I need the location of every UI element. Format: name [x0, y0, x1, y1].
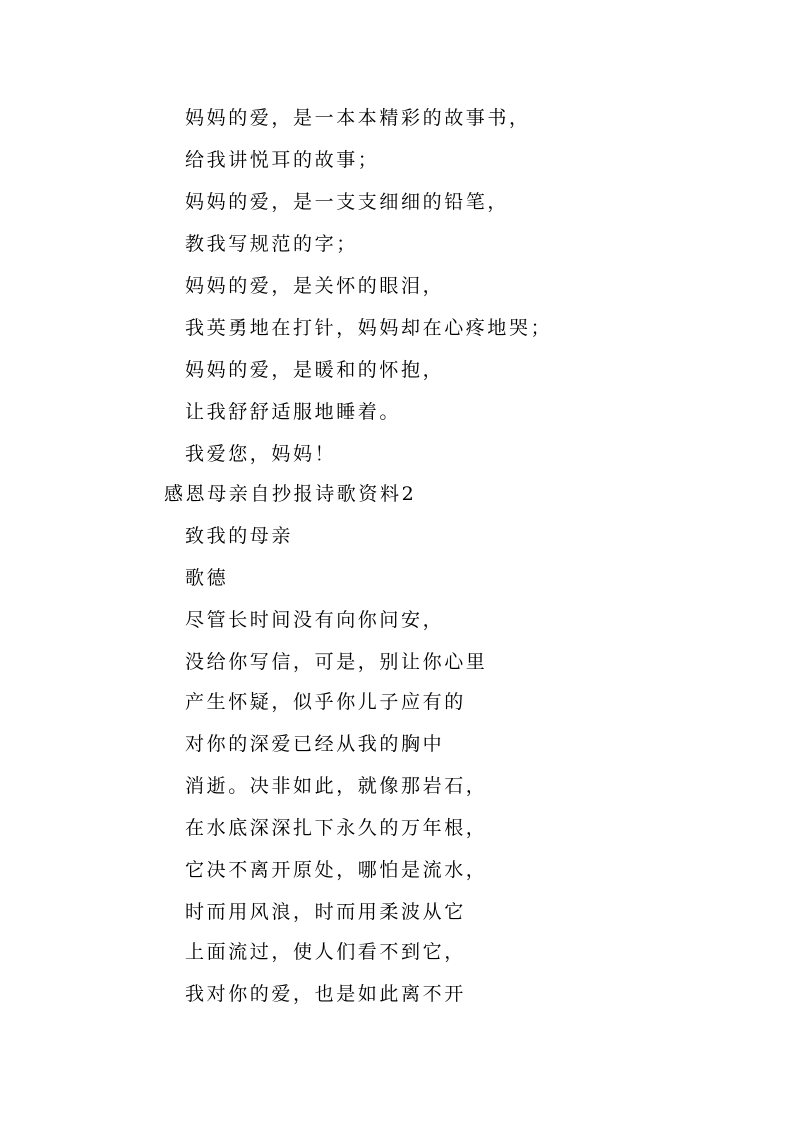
- poem-line: 它决不离开原处，哪怕是流水，: [185, 859, 488, 881]
- poem-line: 我对你的爱，也是如此离不开: [185, 983, 466, 1005]
- poem-line: 妈妈的爱，是一支支细细的铅笔，: [185, 191, 510, 213]
- poem-line: 妈妈的爱，是关怀的眼泪，: [185, 275, 445, 297]
- poem-line: 让我舒舒适服地睡着。: [185, 401, 402, 423]
- poem-line: 妈妈的爱，是暖和的怀抱，: [185, 359, 445, 381]
- poem-line: 教我写规范的字；: [185, 233, 358, 255]
- poem-line: 没给你写信，可是，别让你心里: [185, 651, 488, 673]
- poem-line: 时而用风浪，时而用柔波从它: [185, 901, 466, 923]
- poem-line: 我爱您，妈妈！: [185, 443, 337, 465]
- poem-line: 在水底深深扎下永久的万年根，: [185, 817, 488, 839]
- poem-line: 上面流过，使人们看不到它，: [185, 941, 466, 963]
- poem-line: 消逝。决非如此，就像那岩石，: [185, 775, 488, 797]
- section-heading: 感恩母亲自抄报诗歌资料2: [164, 483, 417, 505]
- poem-author: 歌德: [185, 567, 229, 589]
- poem-line: 给我讲悦耳的故事；: [185, 149, 380, 171]
- poem-line: 产生怀疑，似乎你儿子应有的: [185, 691, 466, 713]
- poem-line: 对你的深爱已经从我的胸中: [185, 733, 445, 755]
- poem-line: 尽管长时间没有向你问安，: [185, 609, 445, 631]
- poem-line: 妈妈的爱，是一本本精彩的故事书，: [185, 107, 531, 129]
- poem-line: 我英勇地在打针，妈妈却在心疼地哭；: [185, 317, 553, 339]
- poem-title: 致我的母亲: [185, 525, 294, 547]
